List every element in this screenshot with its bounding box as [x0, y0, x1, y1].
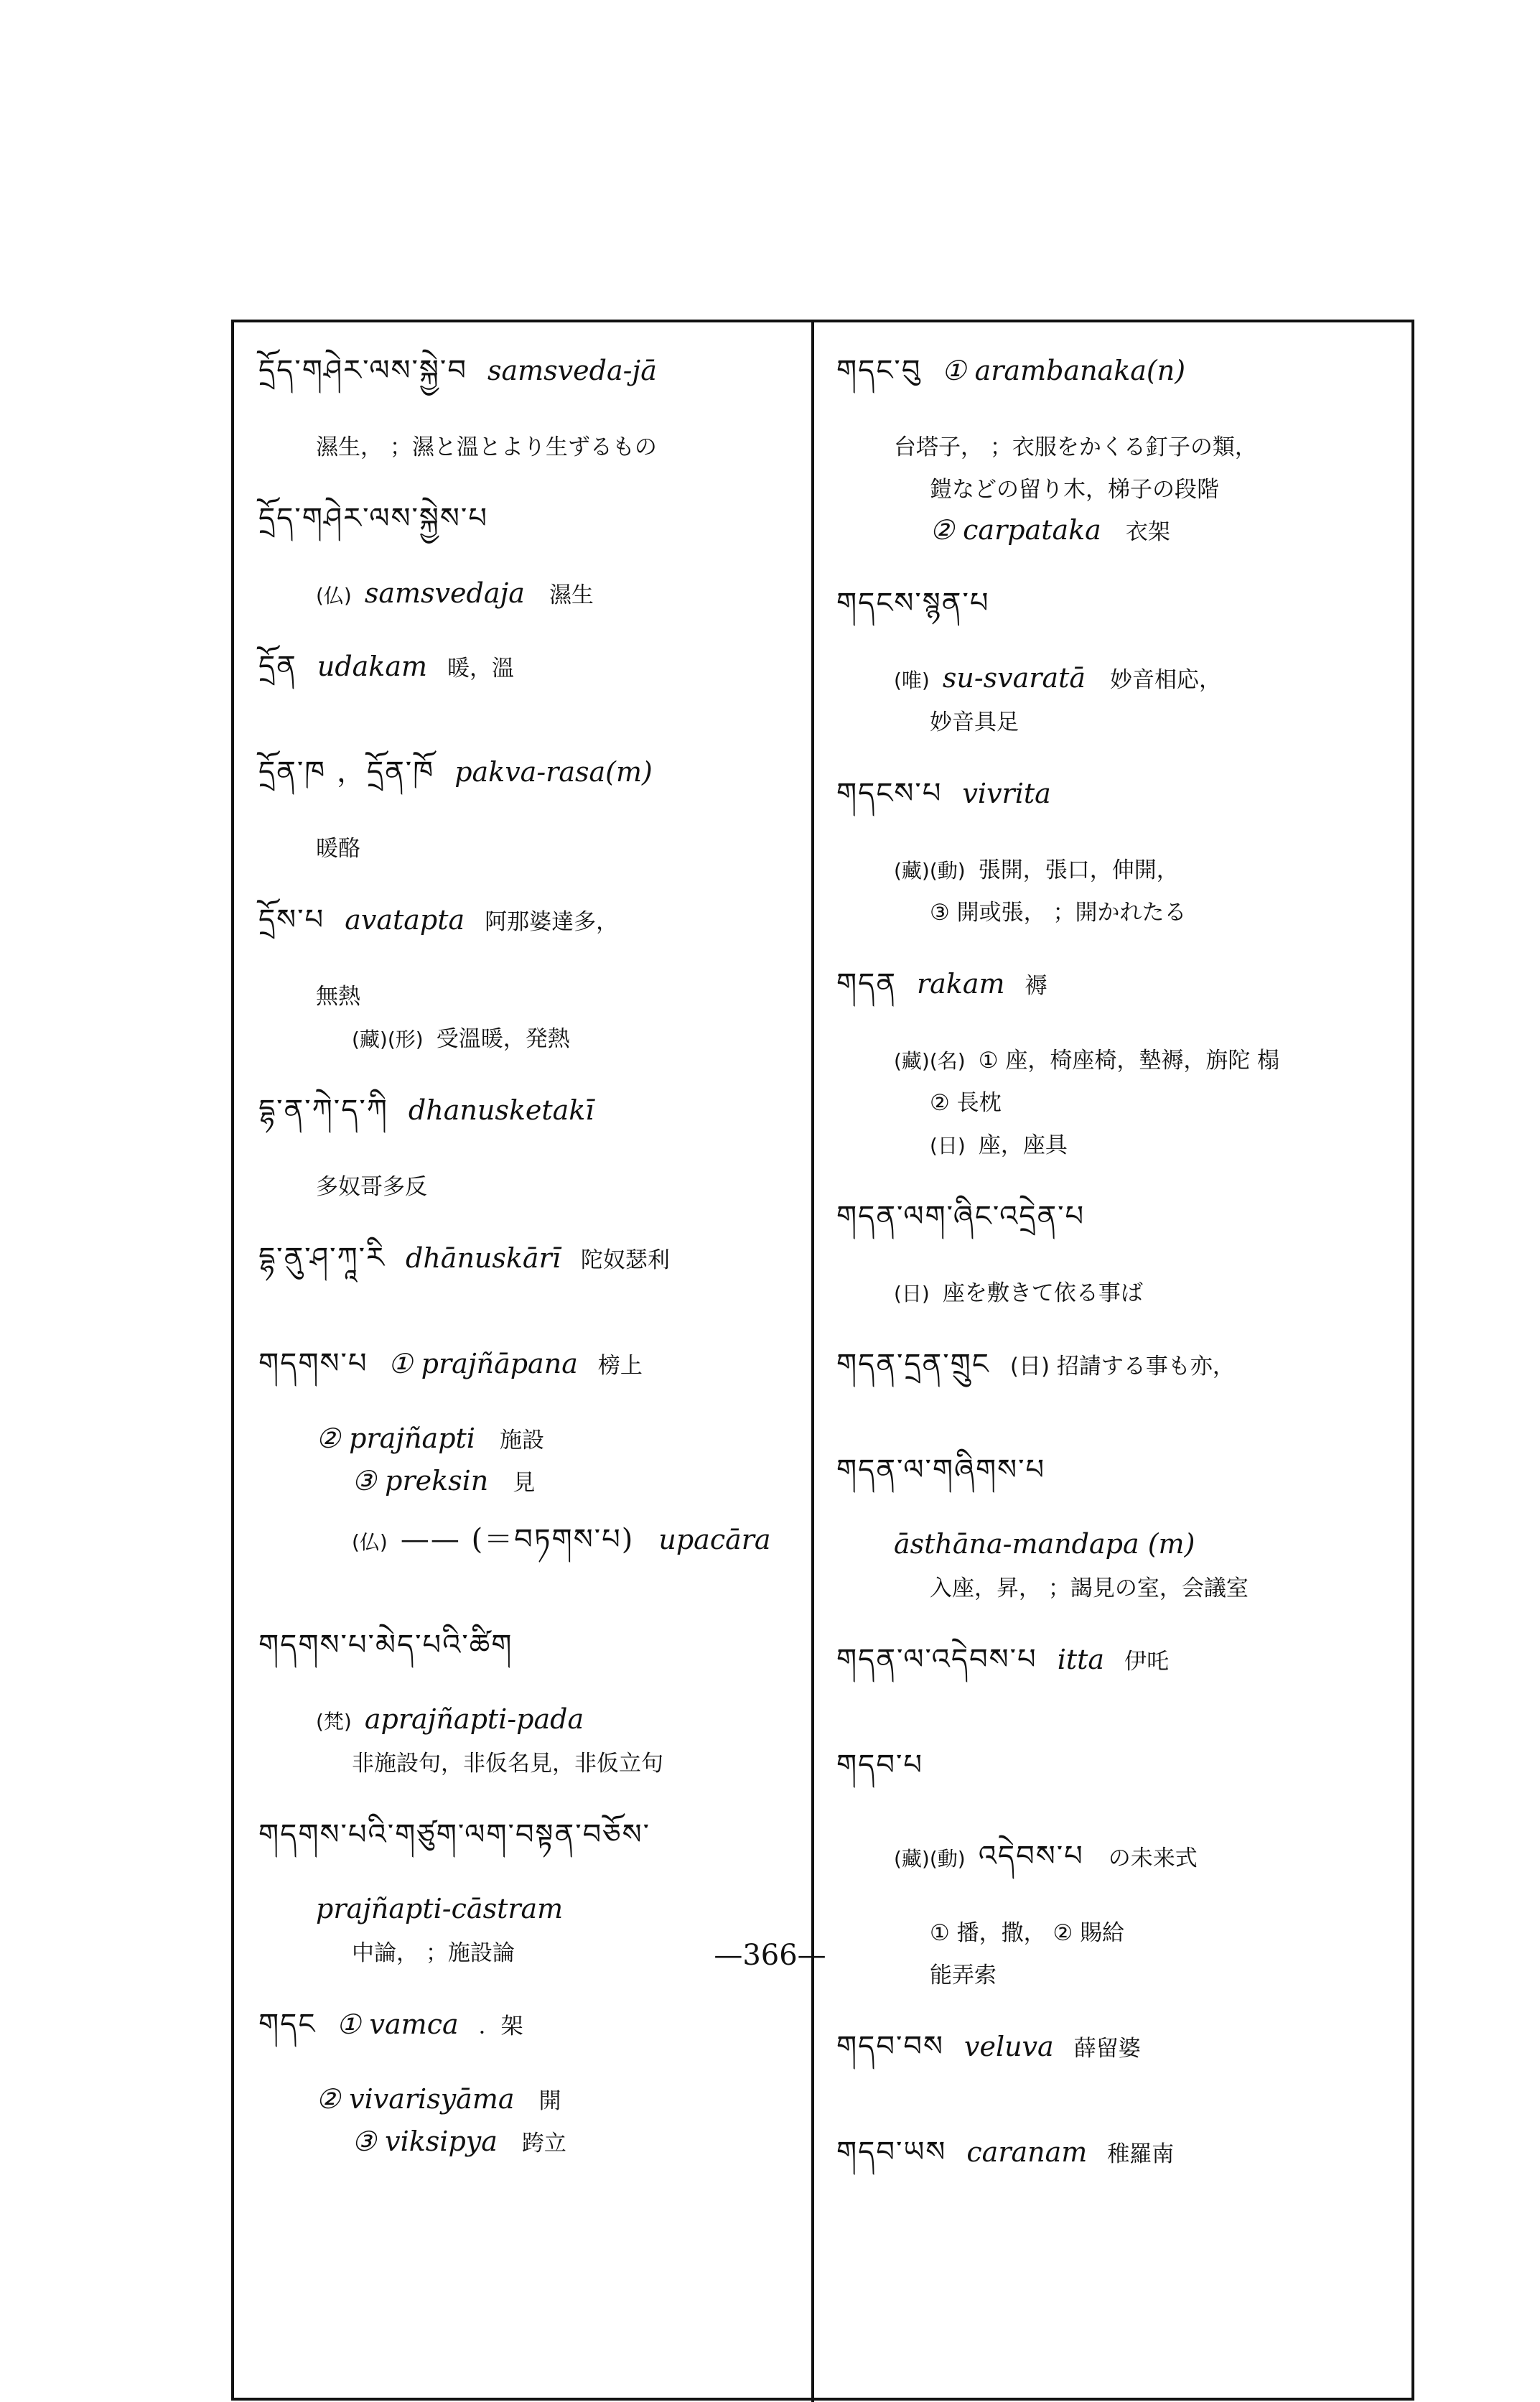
- tibetan-headword: གདན་ལ་གཞིགས་པ: [836, 1453, 1046, 1486]
- tibetan-headword: གདགས་པ: [258, 1347, 368, 1380]
- sanskrit-equivalent: caranam: [966, 2136, 1088, 2168]
- japanese-definition: ② 長枕: [930, 1090, 1002, 1116]
- tibetan-headword: དྷ་ན་ཀེ་ད་ཀི: [258, 1094, 388, 1127]
- sanskrit-term: samsvedaja: [364, 577, 525, 609]
- sanskrit-term: ② vivarisyāma: [316, 2083, 515, 2115]
- dictionary-entry: [836, 951, 1396, 1159]
- source-tag: (仏): [316, 584, 352, 608]
- japanese-definition: ③ 開或張， ；開かれたる: [930, 900, 1187, 926]
- tibetan-headword: གདབ་པ: [836, 1749, 923, 1782]
- source-tag: (日): [894, 1282, 930, 1305]
- sanskrit-term: su-svaratā: [942, 662, 1086, 694]
- entry-sub-line: [258, 577, 804, 609]
- japanese-gloss: 榜上: [597, 1353, 643, 1379]
- sanskrit-equivalent: itta: [1057, 1644, 1105, 1675]
- entry-headword-line: [836, 1437, 1396, 1518]
- entry-headword-line: [836, 338, 1396, 419]
- tibetan-headword: གདང་བུ: [836, 354, 922, 387]
- japanese-definition: ① 座，椅座椅，墊褥，旃陀 榻: [978, 1048, 1280, 1074]
- sanskrit-term: upacāra: [658, 1524, 771, 1555]
- tibetan-headword: དྲོན: [258, 650, 297, 683]
- tibetan-headword: དྷ་ནུ་ཤ་ཀཱ་རི: [258, 1242, 386, 1275]
- entry-headword-line: [258, 1802, 804, 1883]
- entry-headword-line: [258, 1612, 804, 1693]
- japanese-definition: 衣架: [1125, 519, 1170, 545]
- source-tag: (唯): [894, 669, 930, 692]
- entry-sub-line: [836, 471, 1396, 503]
- japanese-gloss: 薛留婆: [1073, 2036, 1141, 2062]
- dictionary-entry: [258, 1225, 804, 1306]
- dictionary-entry: [258, 1331, 804, 1588]
- dictionary-entry: [258, 338, 804, 461]
- japanese-definition: 無熱: [316, 984, 360, 1010]
- tibetan-headword: གདང: [258, 2008, 317, 2041]
- sanskrit-equivalent: udakam: [317, 651, 428, 682]
- sanskrit-equivalent: dhānuskārī: [406, 1242, 561, 1274]
- sanskrit-equivalent: pakva-rasa(m): [454, 756, 653, 788]
- entry-sub-line: [836, 704, 1396, 736]
- sanskrit-equivalent: dhanusketakī: [408, 1094, 594, 1126]
- sanskrit-term: āsthāna-mandapa (m): [894, 1528, 1195, 1560]
- entry-sub-line: [258, 978, 804, 1010]
- entry-headword-line: [836, 951, 1396, 1032]
- cross-reference: འདེབས་པ: [978, 1840, 1084, 1873]
- japanese-definition: 妙音相応，: [1110, 667, 1222, 693]
- japanese-definition: 跨立: [521, 2131, 566, 2156]
- column-divider: [811, 320, 814, 2402]
- entry-headword-line: [836, 1183, 1396, 1265]
- entry-sub-line: [258, 2082, 804, 2115]
- entry-headword-line: [258, 1077, 804, 1158]
- sanskrit-equivalent: rakam: [917, 968, 1005, 1000]
- entry-sub-line: [836, 1042, 1396, 1074]
- entry-headword-line: [836, 760, 1396, 842]
- dictionary-entry: [258, 1991, 804, 2157]
- tibetan-headword: གདགས་པའི་གཙུག་ལག་བསྟན་བཅོས་: [258, 1818, 651, 1851]
- tibetan-headword: གདངས་སྙན་པ: [836, 587, 990, 620]
- japanese-gloss: 伊吒: [1124, 1649, 1170, 1675]
- japanese-definition: 暖酪: [316, 836, 360, 862]
- entry-headword-line: [258, 338, 804, 419]
- tibetan-headword: དྲོད་གཤེར་ལས་སྐྱེ་བ: [258, 354, 467, 387]
- entry-sub-line: [258, 1507, 804, 1588]
- japanese-definition: 濕生， ；濕と溫とより生ずるもの: [316, 434, 657, 460]
- sanskrit-term: prajñapti-cāstram: [316, 1893, 564, 1924]
- dictionary-entry: [836, 1626, 1396, 1708]
- entry-headword-line: [836, 2014, 1396, 2095]
- japanese-definition: 張開，張口，伸開，: [978, 857, 1179, 883]
- japanese-definition: 入座，昇， ；謁見の室，会議室: [930, 1575, 1249, 1601]
- japanese-definition: 受溫暖，発熱: [436, 1026, 570, 1052]
- entry-sub-line: [836, 513, 1396, 546]
- entry-sub-line: [836, 1823, 1396, 1904]
- japanese-definition: 中論， ；施設論: [352, 1940, 515, 1966]
- japanese-definition: 能弄索: [930, 1963, 997, 1988]
- japanese-gloss: 陀奴瑟利: [580, 1247, 670, 1273]
- source-tag: (藏)(形): [352, 1028, 424, 1051]
- japanese-definition: 座，座具: [978, 1132, 1068, 1158]
- tibetan-headword: གདན: [836, 967, 897, 1000]
- japanese-definition: 開: [538, 2088, 561, 2114]
- entry-headword-line: [258, 633, 804, 714]
- japanese-definition: 鎧などの留り木，梯子の段階: [930, 477, 1219, 503]
- dictionary-entry: [258, 887, 804, 1053]
- tibetan-headword: གདངས་པ: [836, 777, 943, 810]
- entry-headword-line: [836, 1331, 1396, 1412]
- japanese-definition: 非施設句，非仮名見，非仮立句: [352, 1751, 663, 1777]
- entry-sub-line: [258, 1168, 804, 1201]
- entry-sub-line: [258, 2125, 804, 2157]
- sanskrit-equivalent: vivrita: [962, 778, 1051, 809]
- japanese-definition: 妙音具足: [930, 709, 1019, 735]
- japanese-gloss: 褥: [1025, 973, 1047, 999]
- entry-sub-line: [836, 1275, 1396, 1307]
- source-tag: (藏)(動): [894, 859, 966, 883]
- entry-sub-line: [258, 1422, 804, 1454]
- cross-reference: —— (＝བཏགས་པ): [400, 1523, 635, 1556]
- entry-sub-line: [258, 1893, 804, 1924]
- dictionary-entry: [836, 2014, 1396, 2095]
- sanskrit-equivalent: veluva: [964, 2031, 1054, 2062]
- dictionary-entry: [258, 633, 804, 714]
- entry-sub-line: [836, 852, 1396, 884]
- entry-headword-line: [258, 1225, 804, 1306]
- dictionary-entry: [836, 338, 1396, 546]
- left-column: [258, 338, 804, 2182]
- tibetan-headword: གདགས་པ་མེད་པའི་ཚིག: [258, 1629, 513, 1662]
- japanese-definition: 施設: [499, 1428, 544, 1453]
- sanskrit-term: ③ viksipya: [352, 2126, 498, 2157]
- entry-headword-line: [836, 570, 1396, 651]
- sanskrit-term: ③ preksin: [352, 1465, 489, 1496]
- tibetan-headword: དྲོས་པ: [258, 903, 325, 936]
- entry-headword-line: [836, 1732, 1396, 1813]
- entry-sub-line: [258, 1020, 804, 1053]
- entry-sub-line: [836, 661, 1396, 694]
- source-tag: (藏)(動): [894, 1847, 966, 1871]
- entry-sub-line: [836, 1127, 1396, 1159]
- sanskrit-equivalent: ① prajñāpana: [388, 1348, 578, 1379]
- entry-sub-line: [258, 830, 804, 862]
- dictionary-entry: [836, 760, 1396, 926]
- japanese-definition: の未来式: [1108, 1845, 1198, 1871]
- dictionary-entry: [836, 1437, 1396, 1602]
- page-number: —366—: [714, 1939, 826, 1972]
- tibetan-headword: གདབ་ཡས: [836, 2136, 947, 2169]
- source-tag: (仏): [352, 1530, 388, 1554]
- entry-headword-line: [836, 2119, 1396, 2200]
- entry-headword-line: [258, 739, 804, 820]
- dictionary-entry: [836, 1183, 1396, 1307]
- japanese-gloss: 暖，溫: [447, 656, 515, 681]
- dictionary-entry: [836, 2119, 1396, 2200]
- japanese-definition: 見: [513, 1470, 536, 1496]
- dictionary-entry: [258, 1077, 804, 1201]
- sanskrit-equivalent: ① arambanaka(n): [941, 355, 1186, 386]
- sanskrit-term: aprajñapti-pada: [364, 1703, 584, 1735]
- entry-headword-line: [258, 887, 804, 968]
- entry-sub-line: [258, 1703, 804, 1735]
- entry-sub-line: [258, 1464, 804, 1496]
- entry-sub-line: [836, 1528, 1396, 1560]
- dictionary-entry: [258, 1612, 804, 1777]
- japanese-definition: 多奴哥多反: [316, 1174, 427, 1200]
- sanskrit-term: ② prajñapti: [316, 1423, 475, 1454]
- dictionary-entry: [258, 739, 804, 862]
- tibetan-headword: གདན་ལ་འདེབས་པ: [836, 1643, 1037, 1676]
- japanese-definition: ① 播，撒， ② 賜給: [930, 1920, 1125, 1946]
- entry-sub-line: [836, 894, 1396, 926]
- entry-sub-line: [258, 429, 804, 461]
- source-tag: (梵): [316, 1710, 352, 1733]
- entry-headword-line: [258, 1331, 804, 1412]
- sanskrit-equivalent: avatapta: [345, 904, 465, 936]
- japanese-gloss: (日) 招請する事も亦，: [1009, 1354, 1235, 1379]
- entry-headword-line: [258, 485, 804, 567]
- japanese-definition: 座を敷きて依る事ば: [942, 1280, 1143, 1306]
- source-tag: (藏)(名): [894, 1049, 966, 1073]
- tibetan-headword: དྲོད་གཤེར་ལས་སྐྱེས་པ: [258, 502, 488, 535]
- entry-sub-line: [836, 1570, 1396, 1602]
- entry-headword-line: [258, 1991, 804, 2072]
- tibetan-headword: དྲོན་ཁ ，དྲོན་ཁོ: [258, 755, 435, 788]
- entry-sub-line: [836, 1084, 1396, 1117]
- japanese-gloss: 阿那婆達多，: [485, 909, 619, 935]
- sanskrit-equivalent: samsveda-jā: [487, 355, 657, 386]
- japanese-definition: 台塔子， ；衣服をかくる釘子の類，: [894, 434, 1257, 460]
- entry-headword-line: [836, 1626, 1396, 1708]
- japanese-gloss: 稚羅南: [1107, 2141, 1175, 2167]
- sanskrit-term: ② carpataka: [930, 514, 1101, 546]
- source-tag: (日): [930, 1134, 966, 1158]
- japanese-definition: 濕生: [549, 582, 594, 608]
- dictionary-entry: [836, 1331, 1396, 1412]
- entry-sub-line: [836, 429, 1396, 461]
- japanese-gloss: ．架: [478, 2014, 523, 2039]
- tibetan-headword: གདབ་བས: [836, 2030, 944, 2063]
- dictionary-entry: [258, 485, 804, 609]
- dictionary-entry: [836, 570, 1396, 736]
- tibetan-headword: གདན་ལག་ཞིང་འདྲེན་པ: [836, 1200, 1086, 1233]
- entry-sub-line: [258, 1745, 804, 1777]
- sanskrit-equivalent: ① vamca: [336, 2008, 459, 2040]
- tibetan-headword: གདན་དྲན་གྲུང: [836, 1348, 990, 1381]
